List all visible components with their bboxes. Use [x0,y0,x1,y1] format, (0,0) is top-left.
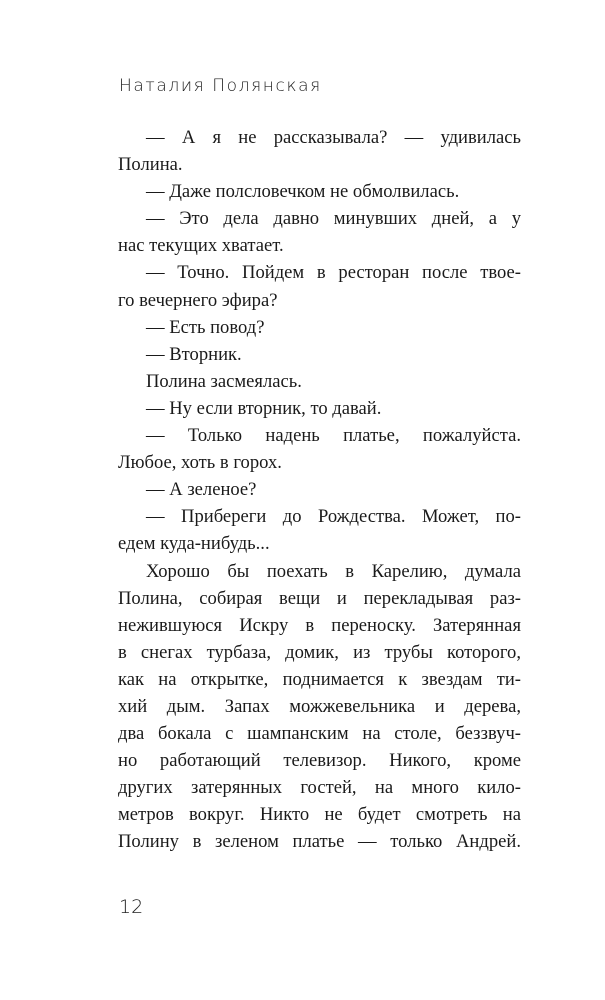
text-line: — Есть повод? [146,316,265,338]
text-line: других затерянных гостей, на много кило- [118,777,521,799]
text-line: — Это дела давно минувших дней, а у [146,208,521,230]
text-line: — Даже полсловечком не обмолвилась. [146,181,460,203]
text-line: метров вокруг. Никто не будет смотреть на [118,804,521,826]
text-line: — Точно. Пойдем в ресторан после твое- [146,262,521,284]
text-line: Полина. [118,154,183,176]
text-line: Хорошо бы поехать в Карелию, думала [146,560,521,582]
text-line: — Ну если вторник, то давай. [146,397,382,419]
text-line: как на открытке, поднимается к звездам ти- [118,668,521,690]
text-line: хий дым. Запах можжевельника и дерева, [118,695,521,717]
text-line: в снегах турбаза, домик, из трубы которого, [118,641,521,663]
text-line: едем куда-нибудь... [118,533,270,555]
text-line: Полину в зеленом платье — только Андрей. [118,831,521,853]
text-line: Любое, хоть в горох. [118,452,282,474]
page-number: 12 [119,896,144,918]
body-text [118,124,521,856]
text-line: Полина засмеялась. [146,370,302,392]
text-line: — А зеленое? [146,479,257,501]
text-line: нас текущих хватает. [118,235,284,257]
text-line: два бокала с шампанским на столе, беззвуч- [118,723,521,745]
text-line: — Только надень платье, пожалуйста. [146,425,521,447]
text-line: нежившуюся Искру в переноску. Затерянная [118,614,521,636]
text-line: но работающий телевизор. Никого, кроме [118,750,521,772]
text-line: — Прибереги до Рождества. Может, по- [146,506,521,528]
text-line: Полина, собирая вещи и перекладывая раз- [118,587,521,609]
running-head: Наталия Полянская [119,76,322,96]
text-line: го вечернего эфира? [118,289,278,311]
text-line: — А я не рассказывала? — удивилась [146,127,521,148]
text-line: — Вторник. [146,343,242,365]
